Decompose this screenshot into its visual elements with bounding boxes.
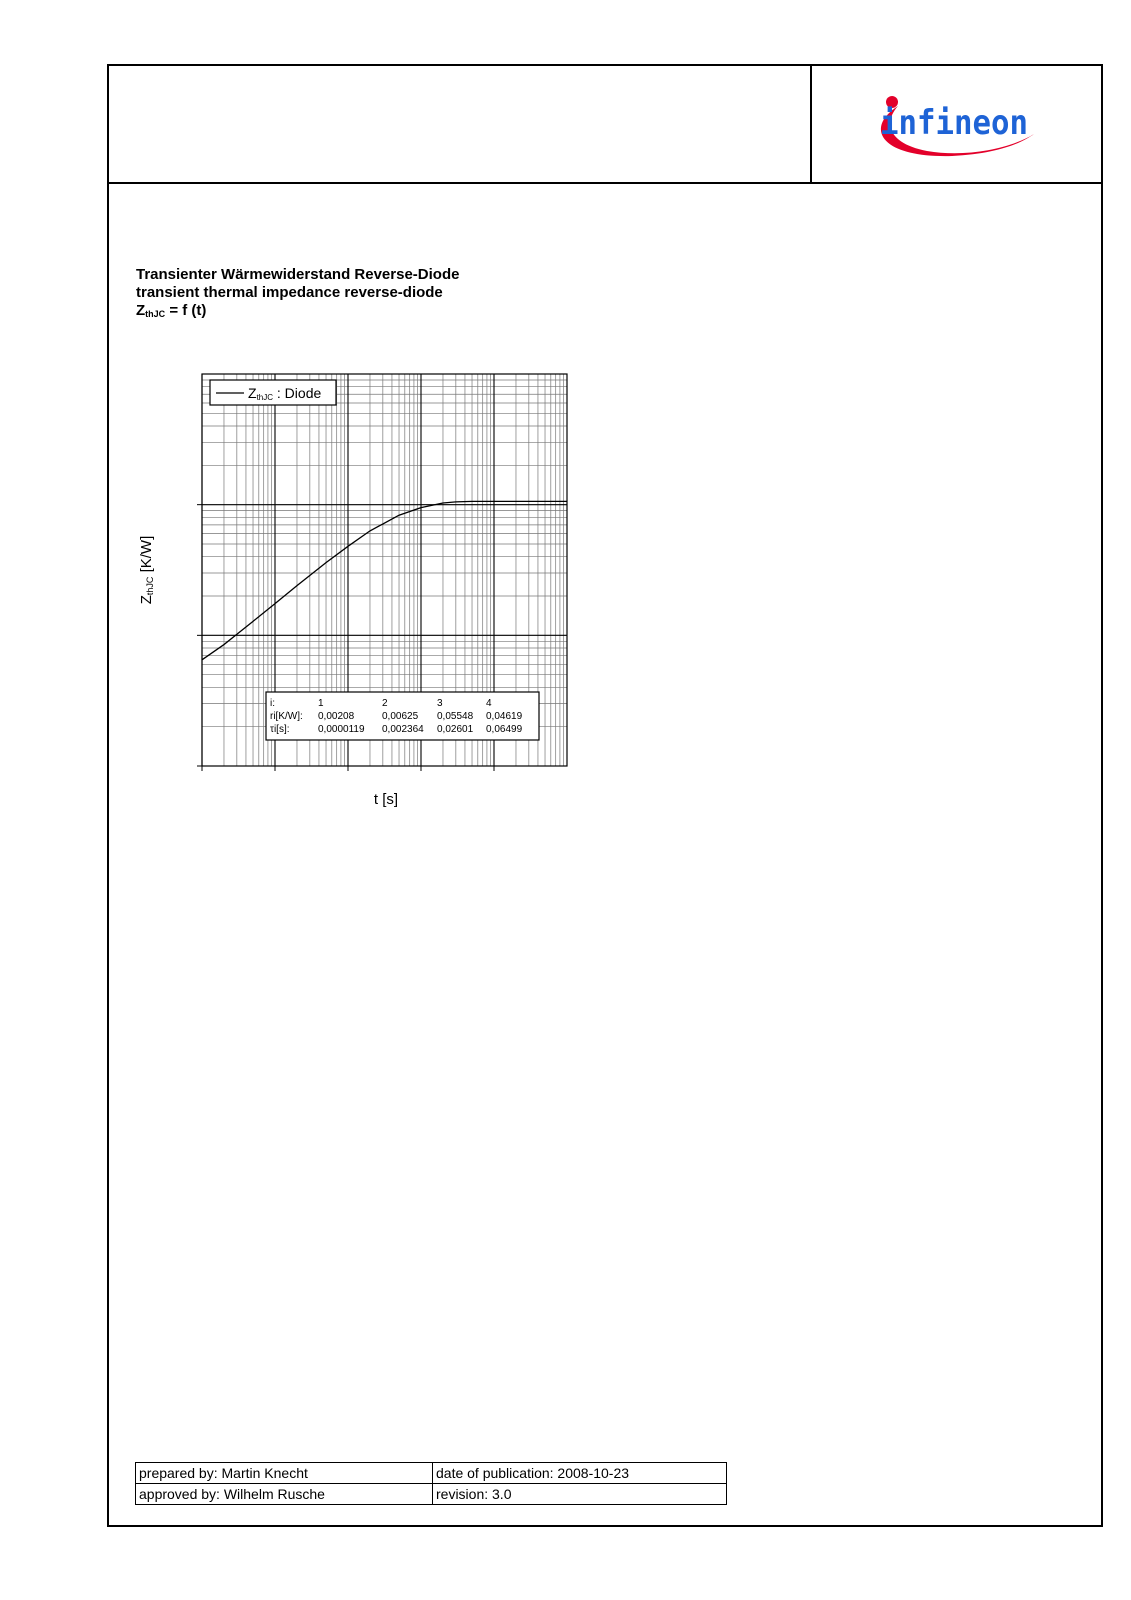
- header-divider-line: [107, 182, 1103, 184]
- footer-row-1: [136, 1463, 727, 1484]
- y-axis-label: [138, 536, 155, 605]
- param-cell: 0,00625: [382, 711, 419, 722]
- param-cell: 3: [437, 698, 443, 709]
- param-cell: 0,00208: [318, 711, 355, 722]
- param-cell: 0,02601: [437, 724, 474, 735]
- param-cell: τi[s]:: [270, 724, 290, 735]
- y-axis-symbol: Z: [138, 595, 155, 605]
- legend-box: [210, 380, 336, 405]
- footer-row-2: [136, 1484, 727, 1505]
- param-cell: 1: [318, 698, 324, 709]
- param-cell: 2: [382, 698, 388, 709]
- title-german: Transienter Wärmewiderstand Reverse-Diode: [136, 266, 460, 283]
- footer-table: [135, 1462, 727, 1505]
- title-formula-symbol: Z: [136, 302, 146, 319]
- x-axis-label: t [s]: [373, 791, 399, 808]
- legend-sub: thJC: [256, 393, 274, 402]
- legend-text: : Diode: [273, 385, 322, 401]
- legend-symbol: Z: [248, 385, 257, 401]
- param-cell: i:: [270, 698, 275, 709]
- title-english: transient thermal impedance reverse-diode: [136, 284, 443, 301]
- title-formula-rest: = f (t): [165, 302, 207, 319]
- approved-by: approved by: Wilhelm Rusche: [136, 1484, 433, 1505]
- title-formula-sub: thJC: [145, 309, 166, 319]
- param-cell: 0,002364: [382, 724, 424, 735]
- date-of-publication: date of publication: 2008-10-23: [433, 1463, 727, 1484]
- parameter-table: [266, 692, 539, 740]
- y-axis-unit: [K/W]: [138, 535, 155, 577]
- y-axis-sub: thJC: [145, 576, 155, 596]
- param-cell: 0,06499: [486, 724, 523, 735]
- chart-title-block: [136, 266, 459, 323]
- param-cell: 0,0000119: [318, 724, 365, 735]
- logo-text: infineon: [880, 103, 1028, 143]
- param-cell: 0,05548: [437, 711, 474, 722]
- param-cell: ri[K/W]:: [270, 711, 303, 722]
- infineon-logo: [872, 88, 1042, 164]
- prepared-by: prepared by: Martin Knecht: [136, 1463, 433, 1484]
- zthjc-chart: [130, 370, 600, 840]
- param-cell: 4: [486, 698, 492, 709]
- header-logo-divider: [810, 64, 812, 184]
- revision: revision: 3.0: [433, 1484, 727, 1505]
- title-formula: [136, 302, 459, 323]
- param-cell: 0,04619: [486, 711, 523, 722]
